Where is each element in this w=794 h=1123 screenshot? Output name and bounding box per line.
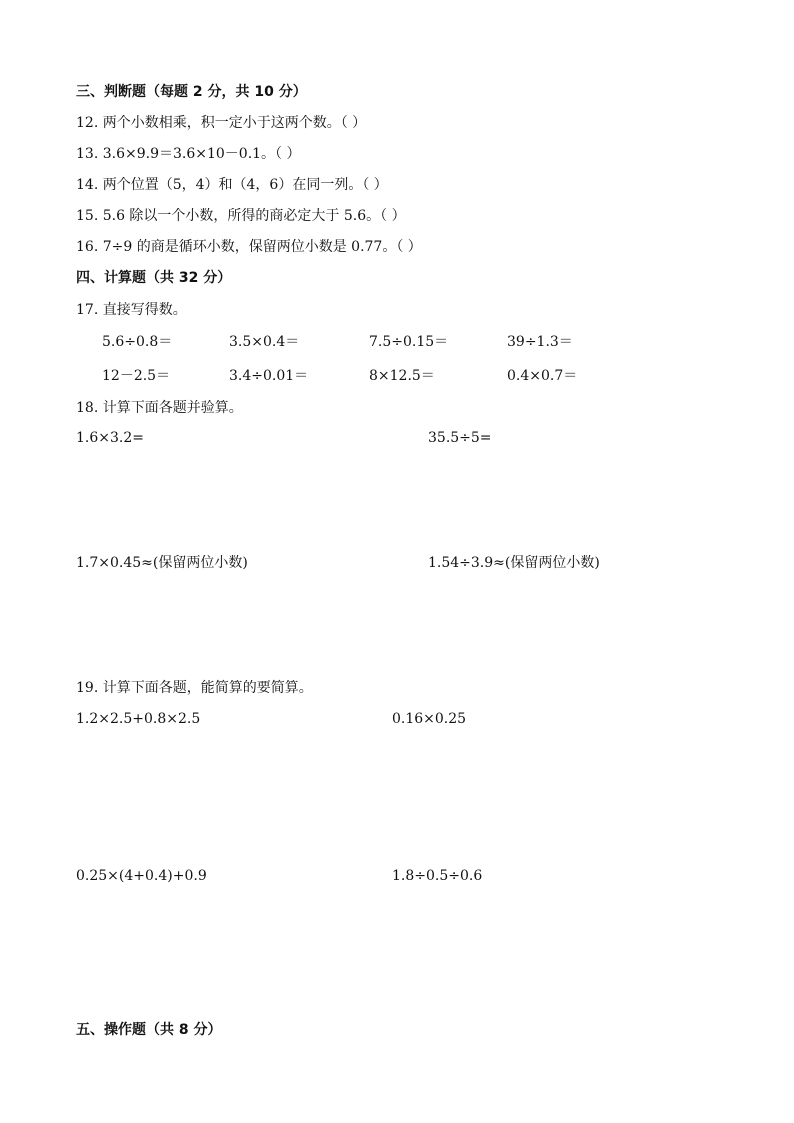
q17-item: 8×12.5＝	[369, 368, 435, 384]
q18-item: 1.7×0.45≈(保留两位小数)	[76, 555, 248, 571]
q18-item: 1.54÷3.9≈(保留两位小数)	[428, 555, 600, 571]
q17-item: 5.6÷0.8＝	[102, 334, 173, 350]
section-5-heading: 五、操作题（共 8 分）	[76, 1022, 222, 1038]
question-14: 14. 两个位置（5，4）和（4，6）在同一列。（ ）	[76, 177, 388, 193]
q17-item: 0.4×0.7＝	[507, 368, 578, 384]
q19-item: 1.2×2.5+0.8×2.5	[76, 711, 201, 727]
q19-item: 0.16×0.25	[392, 711, 467, 727]
question-18-label: 18. 计算下面各题并验算。	[76, 400, 243, 416]
q18-item: 1.6×3.2=	[76, 430, 144, 446]
question-15: 15. 5.6 除以一个小数，所得的商必定大于 5.6。（ ）	[76, 208, 406, 224]
question-19-label: 19. 计算下面各题，能简算的要简算。	[76, 680, 313, 696]
section-3-heading: 三、判断题（每题 2 分，共 10 分）	[76, 84, 307, 100]
q19-item: 0.25×(4+0.4)+0.9	[76, 868, 207, 884]
q17-item: 39÷1.3＝	[507, 334, 573, 350]
question-16: 16. 7÷9 的商是循环小数，保留两位小数是 0.77。（ ）	[76, 239, 422, 255]
q17-item: 3.5×0.4＝	[229, 334, 300, 350]
question-12: 12. 两个小数相乘，积一定小于这两个数。（ ）	[76, 115, 367, 131]
q17-item: 3.4÷0.01＝	[229, 368, 309, 384]
section-4-heading: 四、计算题（共 32 分）	[76, 270, 232, 286]
q17-item: 7.5÷0.15＝	[369, 334, 449, 350]
q19-item: 1.8÷0.5÷0.6	[392, 868, 483, 884]
q17-item: 12－2.5＝	[102, 368, 171, 384]
q18-item: 35.5÷5=	[428, 430, 492, 446]
question-13: 13. 3.6×9.9＝3.6×10－0.1。（ ）	[76, 146, 301, 162]
question-17-label: 17. 直接写得数。	[76, 302, 187, 318]
